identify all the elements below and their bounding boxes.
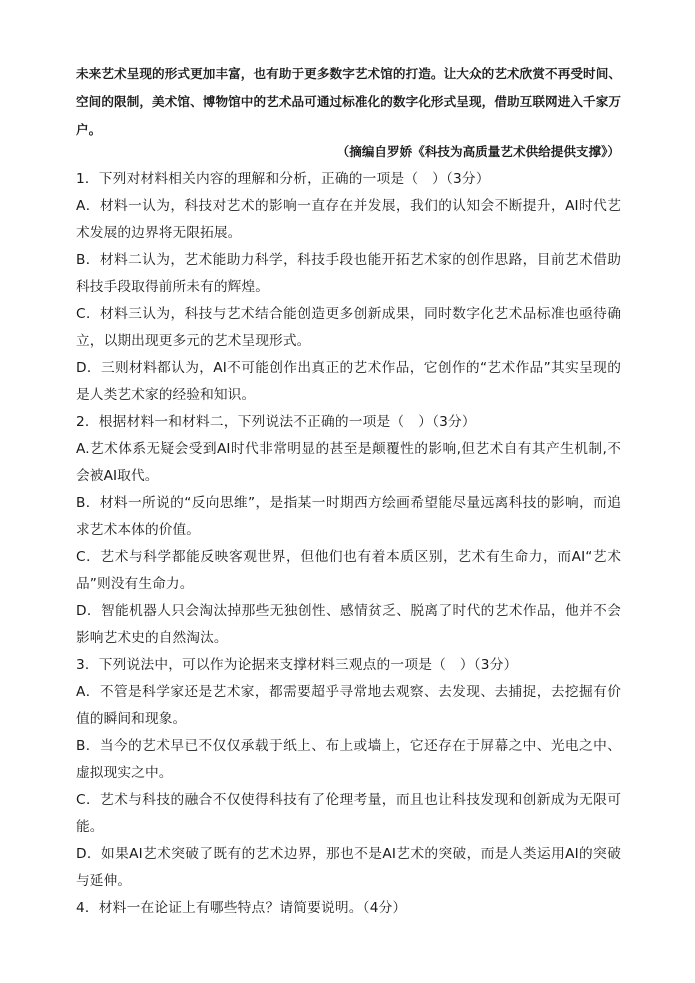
option-c: C．材料三认为，科技与艺术结合能创造更多创新成果，同时数字化艺术品标准也亟待确立，以期出现更多元的艺术呈现形式。 <box>76 306 621 349</box>
question-stem: 1．下列对材料相关内容的理解和分析，正确的一项是（ ）（3分） <box>76 171 490 187</box>
option-a: A.艺术体系无疑会受到AI时代非常明显的甚至是颠覆性的影响,但艺术自有其产生机制,不会被AI取代。 <box>76 441 621 484</box>
intro-paragraph: 未来艺术呈现的形式更加丰富，也有助于更多数字艺术馆的打造。让大众的艺术欣赏不再受时间、空间的限制，美术馆、博物馆中的艺术品可通过标准化的数字化形式呈现，借助互联网进入千家万户。 <box>76 66 621 137</box>
question-stem: 4．材料一在论证上有哪些特点？请简要说明。（4分） <box>76 900 407 916</box>
source-citation: （摘编自罗娇《科技为高质量艺术供给提供支撑》） <box>336 144 620 159</box>
question-list <box>76 166 621 922</box>
question-3 <box>76 652 621 895</box>
option-b: B．当今的艺术早已不仅仅承载于纸上、布上或墙上，它还存在于屏幕之中、光电之中、虚拟现实之中。 <box>76 738 621 781</box>
option-d: D．三则材料都认为，AI不可能创作出真正的艺术作品，它创作的“艺术作品”其实呈现的是人类艺术家的经验和知识。 <box>76 360 621 403</box>
question-1 <box>76 166 621 409</box>
option-b: B．材料二认为，艺术能助力科学，科技手段也能开拓艺术家的创作思路，目前艺术借助科技手段取得前所未有的辉煌。 <box>76 252 621 295</box>
question-stem: 3．下列说法中，可以作为论据来支撑材料三观点的一项是（ ）（3分） <box>76 657 518 673</box>
question-stem: 2．根据材料一和材料二，下列说法不正确的一项是（ ）（3分） <box>76 414 476 430</box>
option-d: D．智能机器人只会淘汰掉那些无独创性、感情贫乏、脱离了时代的艺术作品，他并不会影响艺术史的自然淘汰。 <box>76 603 621 646</box>
option-d: D．如果AI艺术突破了既有的艺术边界，那也不是AI艺术的突破，而是人类运用AI的突破与延伸。 <box>76 846 621 889</box>
question-4 <box>76 895 621 922</box>
option-a: A．不管是科学家还是艺术家，都需要超乎寻常地去观察、去发现、去捕捉，去挖掘有价值的瞬间和现象。 <box>76 684 621 727</box>
option-a: A．材料一认为，科技对艺术的影响一直存在并发展，我们的认知会不断提升，AI时代艺术发展的边界将无限拓展。 <box>76 198 621 241</box>
option-c: C．艺术与科学都能反映客观世界，但他们也有着本质区别，艺术有生命力，而AI“艺术品”则没有生命力。 <box>76 549 621 592</box>
question-2 <box>76 409 621 652</box>
option-c: C．艺术与科技的融合不仅使得科技有了伦理考量，而且也让科技发现和创新成为无限可能。 <box>76 792 621 835</box>
option-b: B．材料一所说的“反向思维”，是指某一时期西方绘画希望能尽量远离科技的影响，而追求艺术本体的价值。 <box>76 495 621 538</box>
intro-passage <box>76 60 621 144</box>
